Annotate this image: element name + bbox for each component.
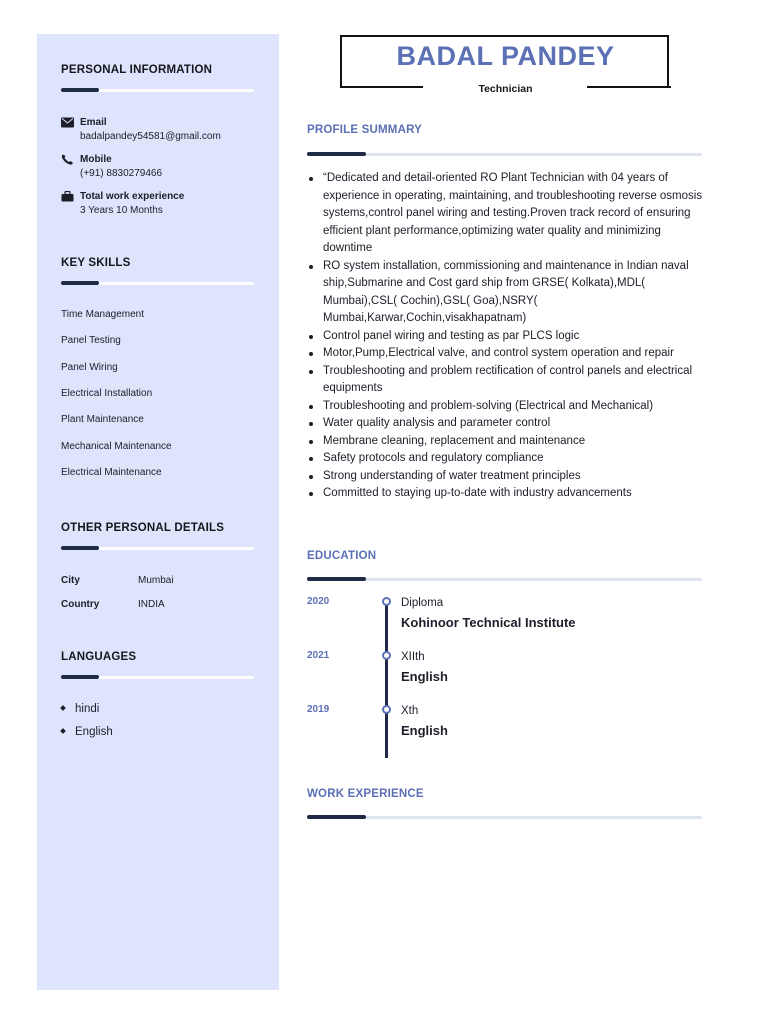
summary-bullet: Motor,Pump,Electrical valve, and control system operation and repair [307,345,707,363]
education-year: 2019 [307,704,330,715]
candidate-name: BADAL PANDEY [396,41,615,71]
education-year: 2020 [307,596,330,607]
other-details-section [61,522,254,550]
timeline-node [382,651,391,660]
mail-icon [61,117,74,128]
experience-value: 3 Years 10 Months [80,205,163,216]
section-divider [61,546,254,550]
mobile-value[interactable]: (+91) 8830279466 [80,168,163,179]
key-skills-title: KEY SKILLS [61,257,131,269]
work-experience-section [307,788,702,819]
language-item: hindi [61,703,99,715]
country-key: Country [61,599,100,610]
experience-label: Total work experience [80,191,185,202]
email-value[interactable]: badalpandey54581@gmail.com [80,131,221,142]
summary-bullet: Committed to staying up-to-date with industry advancements [307,485,707,503]
other-details-title: OTHER PERSONAL DETAILS [61,522,225,534]
profile-summary-section [307,124,702,156]
summary-bullet: Troubleshooting and problem-solving (Electrical and Mechanical) [307,398,707,416]
country-value: INDIA [138,599,165,610]
education-degree: Diploma [401,597,444,609]
summary-bullet: RO system installation, commissioning and maintenance in Indian naval ship,Submarine and Cost gard ship from GRSE( Kolkata),MDL( Mumbai),CSL( Cochin),GSL( Goa),NSRY( Mumbai,Karwar,Cochin,visakhapatnam) [307,258,707,328]
summary-bullet: Water quality analysis and parameter control [307,415,707,433]
personal-info-title: PERSONAL INFORMATION [61,64,213,76]
languages-section [61,651,254,679]
email-label: Email [80,117,107,128]
skill-item: Time Management [61,309,144,320]
education-institute: Kohinoor Technical Institute [401,615,576,630]
timeline-node [382,705,391,714]
work-experience-title: WORK EXPERIENCE [307,788,424,800]
profile-summary-list [307,170,707,503]
summary-bullet: Troubleshooting and problem rectification of control panels and electrical equipments [307,363,707,398]
city-value: Mumbai [138,575,174,586]
phone-icon [61,154,74,165]
section-divider [307,815,702,819]
section-divider [61,675,254,679]
education-institute: English [401,723,448,738]
skill-item: Plant Maintenance [61,414,144,425]
profile-summary-title: PROFILE SUMMARY [307,124,423,136]
education-section [307,550,702,581]
key-skills-section [61,257,254,285]
timeline-node [382,597,391,606]
section-divider [61,88,254,92]
sidebar [37,34,279,990]
section-divider [307,577,702,581]
section-divider [307,152,702,156]
summary-bullet: Strong understanding of water treatment principles [307,468,707,486]
summary-bullet: Safety protocols and regulatory compliance [307,450,707,468]
education-timeline [385,600,388,758]
education-title: EDUCATION [307,550,377,562]
languages-title: LANGUAGES [61,651,137,663]
summary-bullet: “Dedicated and detail-oriented RO Plant Technician with 04 years of experience in operating, maintaining, and troubleshooting reverse osmosis systems,control panel wiring and testing.Proven track record of ensuring efficient plant performance,optimizing water quality and minimizing downtime [307,170,707,258]
language-item: English [61,726,113,738]
briefcase-icon [61,191,74,202]
education-institute: English [401,669,448,684]
summary-bullet: Control panel wiring and testing as par PLCS logic [307,328,707,346]
city-key: City [61,575,80,586]
skill-item: Panel Wiring [61,362,118,373]
education-degree: XIIth [401,651,425,663]
education-degree: Xth [401,705,419,717]
education-year: 2021 [307,650,330,661]
skill-item: Electrical Installation [61,388,153,399]
skill-item: Mechanical Maintenance [61,441,172,452]
summary-bullet: Membrane cleaning, replacement and maintenance [307,433,707,451]
skill-item: Panel Testing [61,335,121,346]
candidate-role: Technician [478,83,533,95]
personal-info-section [61,64,254,92]
section-divider [61,281,254,285]
mobile-label: Mobile [80,154,112,165]
skill-item: Electrical Maintenance [61,467,162,478]
